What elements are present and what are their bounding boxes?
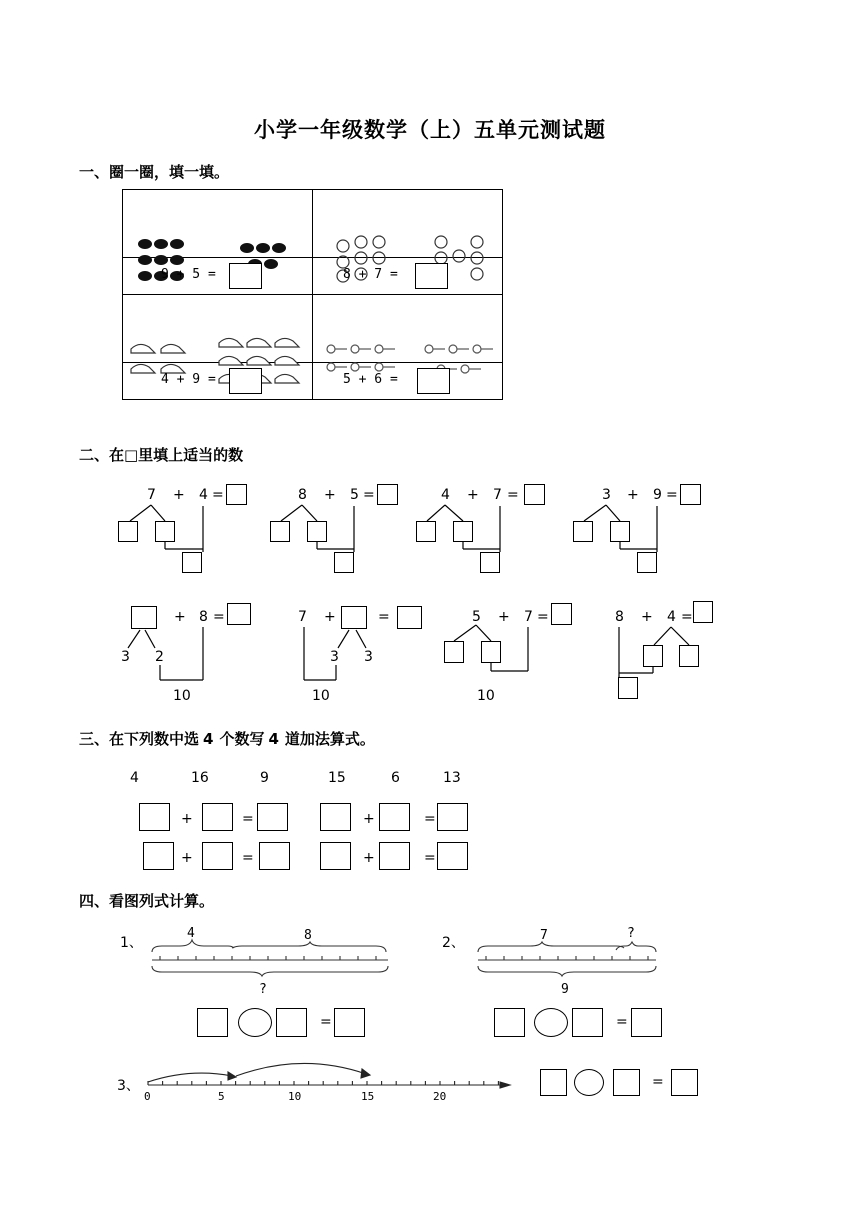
equation-text: 9 + 5 = xyxy=(161,267,216,282)
choice-number: 15 xyxy=(328,770,346,786)
plus-sign: + xyxy=(174,609,186,625)
total-value: ? xyxy=(259,982,267,997)
equals-sign: = xyxy=(378,609,390,625)
tick-label: 0 xyxy=(144,1090,151,1103)
plus-sign: + xyxy=(181,850,193,866)
segment-value: 4 xyxy=(187,926,195,941)
addend-b: 9 xyxy=(653,487,662,503)
plus-sign: + xyxy=(467,487,479,503)
operand-box[interactable] xyxy=(613,1069,640,1096)
ten-label: 10 xyxy=(173,688,191,704)
plus-sign: + xyxy=(363,850,375,866)
addend-b: 7 xyxy=(493,487,502,503)
split-value: 3 xyxy=(330,649,339,665)
equals-sign: = xyxy=(212,487,224,503)
addend-b: 4 xyxy=(199,487,208,503)
tick-label: 15 xyxy=(361,1090,375,1103)
ten-label: 10 xyxy=(312,688,330,704)
addend-a: 8 xyxy=(298,487,307,503)
choice-number: 16 xyxy=(191,770,209,786)
total-value: 9 xyxy=(561,982,569,997)
plus-sign: + xyxy=(324,609,336,625)
choice-number: 4 xyxy=(130,770,139,786)
equation-text: 5 + 6 = xyxy=(343,372,398,387)
equals-sign: = xyxy=(363,487,375,503)
plus-sign: + xyxy=(627,487,639,503)
equals-sign: = xyxy=(424,850,436,866)
tick-label: 20 xyxy=(433,1090,447,1103)
section-4-heading: 四、看图列式计算。 xyxy=(79,892,215,910)
equals-sign: = xyxy=(320,1014,332,1030)
addend-a: 7 xyxy=(298,609,307,625)
equals-sign: = xyxy=(507,487,519,503)
plus-sign: + xyxy=(363,811,375,827)
tick-label: 5 xyxy=(218,1090,225,1103)
equals-sign: = xyxy=(666,487,678,503)
operand-box[interactable] xyxy=(540,1069,567,1096)
section-1-heading: 一、圈一圈，填一填。 xyxy=(79,163,230,181)
split-value: 2 xyxy=(155,649,164,665)
equals-sign: = xyxy=(424,811,436,827)
split-value: 3 xyxy=(364,649,373,665)
equals-sign: = xyxy=(652,1074,664,1090)
equals-sign: = xyxy=(616,1014,628,1030)
addend-b: 8 xyxy=(199,609,208,625)
equals-sign: = xyxy=(242,811,254,827)
plus-sign: + xyxy=(173,487,185,503)
equals-sign: = xyxy=(537,609,549,625)
problem-label: 1、 xyxy=(120,935,143,951)
equals-sign: = xyxy=(242,850,254,866)
addend-b: 4 xyxy=(667,609,676,625)
addend-b: 7 xyxy=(524,609,533,625)
equation-text: 8 + 7 = xyxy=(343,267,398,282)
operator-oval[interactable] xyxy=(574,1069,604,1096)
equals-sign: = xyxy=(681,609,693,625)
plus-sign: + xyxy=(324,487,336,503)
equals-sign: = xyxy=(213,609,225,625)
page-title: 小学一年级数学（上）五单元测试题 xyxy=(254,118,606,142)
plus-sign: + xyxy=(641,609,653,625)
plus-sign: + xyxy=(181,811,193,827)
plus-sign: + xyxy=(498,609,510,625)
problem-label: 2、 xyxy=(442,935,465,951)
segment-value: 8 xyxy=(304,928,312,943)
heading-part: 个数写 xyxy=(219,730,265,748)
tick-label: 10 xyxy=(288,1090,302,1103)
problem-label: 3、 xyxy=(117,1078,140,1094)
choice-number: 13 xyxy=(443,770,461,786)
addend-a: 5 xyxy=(472,609,481,625)
segment-value: ? xyxy=(627,926,635,941)
result-box[interactable] xyxy=(671,1069,698,1096)
heading-part: 三、在下列数中选 xyxy=(79,730,200,748)
segment-value: 7 xyxy=(540,928,548,943)
addend-a: 4 xyxy=(441,487,450,503)
heading-number: 4 xyxy=(203,730,214,748)
split-value: 3 xyxy=(121,649,130,665)
ten-label: 10 xyxy=(477,688,495,704)
section-2-heading: 二、在□里填上适当的数 xyxy=(79,446,244,464)
addend-a: 3 xyxy=(602,487,611,503)
heading-number: 4 xyxy=(268,730,279,748)
choice-number: 9 xyxy=(260,770,269,786)
choice-number: 6 xyxy=(391,770,400,786)
addend-b: 5 xyxy=(350,487,359,503)
heading-part: 道加法算式。 xyxy=(284,730,375,748)
addend-a: 8 xyxy=(615,609,624,625)
addend-a: 7 xyxy=(147,487,156,503)
equation-text: 4 + 9 = xyxy=(161,372,216,387)
